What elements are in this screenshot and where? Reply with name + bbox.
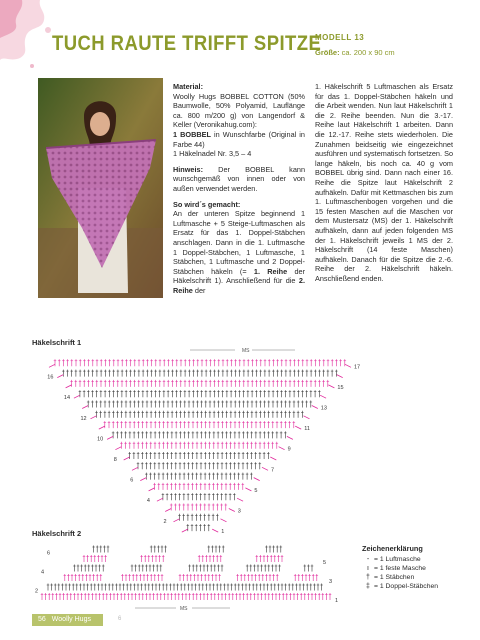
row-number-left: 16 bbox=[47, 374, 54, 381]
edge-mark bbox=[212, 529, 218, 532]
model-photo bbox=[38, 78, 163, 298]
chart-2-ms-label: MS bbox=[180, 606, 188, 612]
hint-text: Der BOBBEL kann wunschgemäß von innen oder von außen verwendet werden. bbox=[173, 164, 305, 193]
edge-mark bbox=[74, 395, 80, 398]
edge-mark bbox=[254, 478, 260, 481]
row-number-right: 1 bbox=[335, 598, 339, 604]
row-number-left: 6 bbox=[47, 550, 51, 557]
row-number-left: 14 bbox=[63, 395, 71, 402]
edge-mark bbox=[57, 375, 63, 378]
size-label: Größe: bbox=[315, 48, 340, 57]
chart-1-title: Häkelschrift 1 bbox=[32, 338, 82, 347]
edge-mark bbox=[304, 416, 310, 419]
size-info bbox=[315, 48, 395, 57]
row-number-left: 4 bbox=[146, 498, 150, 505]
edge-mark bbox=[82, 406, 88, 409]
model-number: MODELL 13 bbox=[315, 33, 365, 42]
row-number-left: 12 bbox=[80, 415, 87, 422]
edge-mark bbox=[312, 406, 318, 409]
hint-heading: Hinweis: bbox=[173, 164, 204, 174]
page-footer bbox=[32, 614, 103, 626]
page-number: 56 bbox=[38, 616, 46, 623]
edge-mark bbox=[132, 467, 138, 470]
legend-item bbox=[362, 564, 438, 573]
row-number-right: 15 bbox=[337, 384, 344, 391]
row-number-left: 8 bbox=[113, 457, 117, 463]
instructions-column-1 bbox=[173, 82, 305, 301]
material-text: Woolly Hugs BOBBEL COTTON (50% Baumwolle, 50% Polyamid, Lauflänge ca. 800 m/200 g) von Langendorf & Keller (Veronikahug.com): bbox=[173, 91, 305, 130]
edge-mark bbox=[237, 498, 243, 501]
row-number-right: 11 bbox=[304, 426, 310, 433]
edge-mark bbox=[66, 385, 72, 388]
edge-mark bbox=[345, 364, 351, 367]
edge-mark bbox=[49, 364, 55, 367]
row-number-left: 2 bbox=[163, 518, 167, 525]
size-value: ca. 200 x 90 cm bbox=[339, 48, 395, 57]
edge-mark bbox=[229, 509, 235, 512]
edge-mark bbox=[245, 488, 251, 491]
row-number-right: 3 bbox=[237, 508, 241, 515]
legend-label: = 1 Luftmasche bbox=[374, 556, 421, 563]
edge-mark bbox=[149, 488, 155, 491]
row-number-left: 2 bbox=[35, 588, 39, 595]
row-number-left: 6 bbox=[130, 477, 134, 484]
edge-mark bbox=[107, 436, 113, 439]
edge-mark bbox=[295, 426, 301, 429]
row-number-right: 3 bbox=[329, 579, 333, 585]
edge-mark bbox=[270, 457, 276, 460]
crochet-chart-2 bbox=[30, 538, 355, 613]
single-crochet-icon: ı bbox=[367, 565, 369, 572]
how-text: An der unteren Spitze beginnend 1 Luftmasche + 5 Steige-Luftmaschen als Ersatz für das 1. Doppel-Stäbchen anschlagen. Dann in die 1. Luftmasche 1 Doppel-Stäbchen, 1 Luftmasche, 1 Stäbchen, 1 Luftmasche und 2 Doppel-Stäbchen häkeln (= bbox=[173, 209, 305, 276]
edge-mark bbox=[165, 509, 171, 512]
edge-mark bbox=[115, 447, 121, 450]
edge-mark bbox=[337, 375, 343, 378]
legend-item bbox=[362, 582, 438, 591]
edge-mark bbox=[262, 467, 268, 470]
edge-mark bbox=[287, 436, 293, 439]
chain-stitch-icon: - bbox=[366, 556, 370, 563]
row-number-left: 4 bbox=[41, 569, 45, 576]
page-title: TUCH RAUTE TRIFFT SPITZE bbox=[52, 32, 322, 55]
row-number-left: 10 bbox=[97, 436, 104, 443]
needle-info: 1 Häkelnadel Nr. 3,5 – 4 bbox=[173, 149, 252, 159]
legend-label: = 1 Doppel-Stäbchen bbox=[374, 583, 439, 590]
legend-label: = 1 feste Masche bbox=[374, 565, 426, 572]
legend-heading: Zeichenerklärung bbox=[362, 544, 423, 553]
material-heading: Material: bbox=[173, 82, 204, 91]
edge-mark bbox=[157, 498, 163, 501]
bobbel-amount: 1 BOBBEL bbox=[173, 129, 211, 139]
row-number-right: 9 bbox=[287, 446, 291, 453]
row2-ref: 2. Reihe bbox=[173, 276, 305, 295]
edge-mark bbox=[124, 457, 130, 460]
edge-mark bbox=[99, 426, 105, 429]
edge-mark bbox=[140, 478, 146, 481]
chart-1-ms-label: MS bbox=[242, 348, 250, 354]
how-heading: So wird´s gemacht: bbox=[173, 199, 241, 209]
row-number-right: 13 bbox=[320, 405, 327, 412]
how-text-3: der bbox=[192, 285, 206, 295]
instructions-continued: 1. Häkelschrift 5 Luftmaschen als Ersatz für das 1. Doppel-Stäbchen häkeln und die Arbeit wenden. Nun laut Häkelschrift 1 die 2. Reihe beenden. Nun die 3.-17. Reihe laut Häkelschrift 1 arbeiten. Dann die 12.-17. Reihe stets wiederholen. Die Zunahmen beidseitig wie eingezeichnet ausführen und systematisch fortsetzen. So lange häkeln, bis noch ca. 40 g vom BOBBEL übrig sind. Dann nach einer 16. Reihe die Spitze laut Häkelschrift 2 aufhäkeln. Dafür mit Kettmaschen bis zum 1. Luftmaschenbogen vorgehen und die 15 festen Maschen auf die Maschen vor dem Mustersatz (MS) der 1. Häkelschrift aufhäkeln, dann auf jeden folgenden MS der 1. Häkelschrift jeweils 1 MS der 2. Häkelschrift (14 feste Maschen) aufhäkeln. Danach für die Spitze die 2.-6. Reihe der 2. Häkelschrift häkeln. Anschließend enden. bbox=[315, 82, 453, 283]
edge-mark bbox=[174, 519, 180, 522]
row-number-right: 17 bbox=[354, 364, 361, 371]
row-number-right: 5 bbox=[323, 560, 327, 566]
symbol-legend bbox=[362, 544, 438, 591]
brand-name: Woolly Hugs bbox=[51, 616, 91, 623]
edge-mark bbox=[279, 447, 285, 450]
row-number-right: 5 bbox=[254, 487, 258, 494]
row-number-right: 7 bbox=[271, 467, 275, 474]
how-text-2: der Häkelschrift 1). Anschließend für die bbox=[173, 266, 305, 286]
double-crochet-icon: † bbox=[366, 574, 370, 581]
footer-mark: 6 bbox=[118, 616, 122, 622]
legend-item bbox=[362, 555, 438, 564]
edge-mark bbox=[328, 385, 334, 388]
edge-mark bbox=[182, 529, 188, 532]
edge-mark bbox=[91, 416, 97, 419]
row-number-right: 1 bbox=[221, 529, 225, 536]
edge-mark bbox=[320, 395, 326, 398]
legend-item bbox=[362, 573, 438, 582]
bobbel-color: in Wunschfarbe (Original in Farbe 44) bbox=[173, 129, 305, 149]
instructions-column-2 bbox=[315, 82, 453, 289]
legend-label: = 1 Stäbchen bbox=[374, 574, 415, 581]
chart-2-title: Häkelschrift 2 bbox=[32, 529, 82, 538]
row1-ref: 1. Reihe bbox=[253, 266, 288, 276]
edge-mark bbox=[221, 519, 227, 522]
treble-crochet-icon: ‡ bbox=[366, 583, 370, 590]
